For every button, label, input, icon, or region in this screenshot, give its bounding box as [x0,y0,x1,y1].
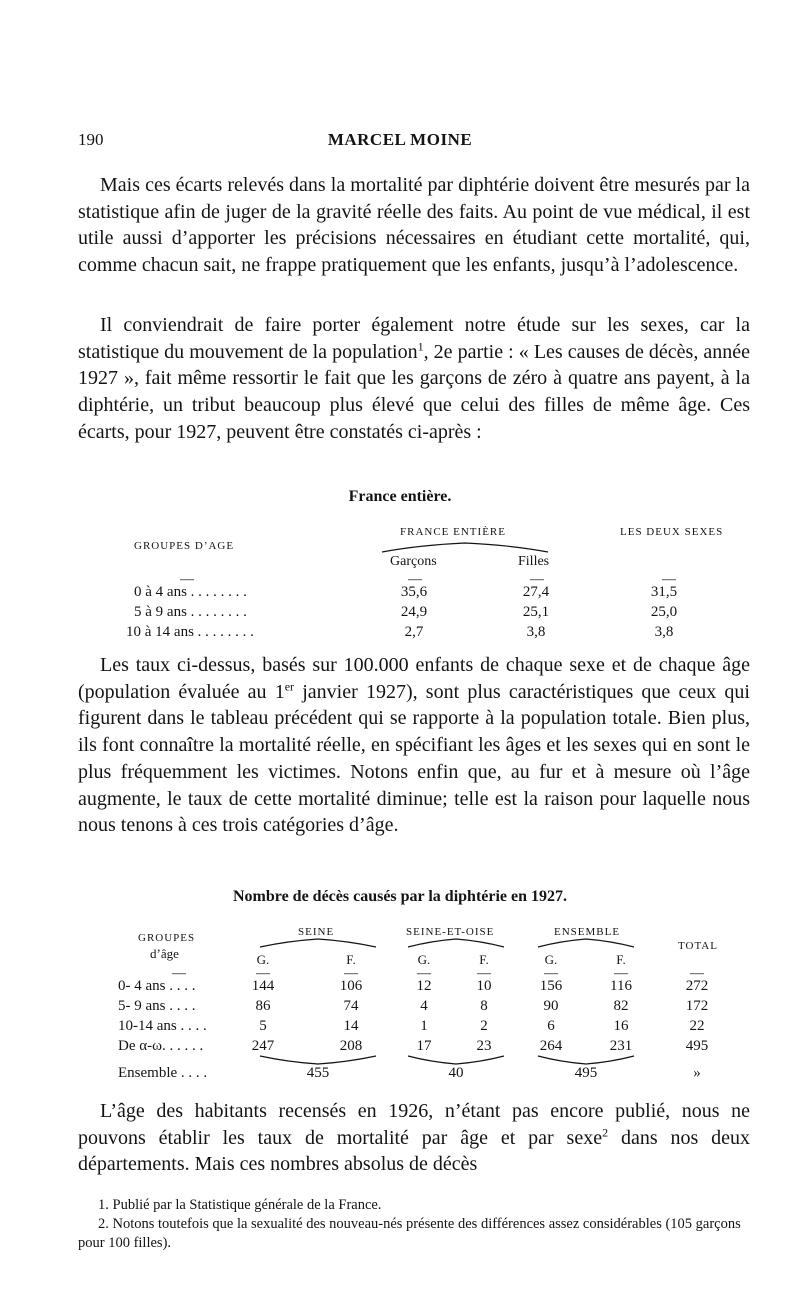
table-2-ensemble-header: ENSEMBLE [554,926,621,938]
table-2-brace-seine [258,938,378,950]
table-1-cell: 3,8 [526,624,546,640]
table-2-dash: — [344,966,358,981]
table-1-row-label: 5 à 9 ans . . . . . . . . [134,604,247,620]
table-2-row-label: De α-ω. . . . . . [118,1038,204,1054]
paragraph-2 [78,312,750,446]
table-2-cell: 106 [339,978,363,994]
table-2-groupes-header: GROUPES [138,932,196,944]
table-2-row-label: 5- 9 ans . . . . [118,998,196,1014]
table-2-g-header: G. [544,952,558,967]
table-1-dash: — [180,572,194,587]
paragraph-2-text-a: Il conviendrait de faire porter également notre étude sur les sexes, car la statistique du mouvement de la population [78,314,750,363]
table-2-row-label: 0- 4 ans . . . . [118,978,196,994]
paragraph-3 [78,652,750,839]
table-1-row-label: 10 à 14 ans . . . . . . . . [126,624,254,640]
table-2-g-header: G. [417,952,431,967]
table-1-cell: 2,7 [404,624,424,640]
paragraph-1 [78,172,750,279]
table-2-ensemble-ensemble: 495 [574,1065,598,1081]
table-1-groupes-header: GROUPES D’AGE [134,540,235,552]
table-2-cell: 4 [420,998,428,1014]
table-2-dash: — [690,966,704,981]
table-2-cell: 156 [539,978,563,994]
table-2-cell: 6 [547,1018,555,1034]
footnote-1-number: 1. [98,1197,109,1213]
table-1-cell: 25,1 [522,604,550,620]
table-2-cell: 144 [251,978,275,994]
footnote-ref-1[interactable]: 1 [417,339,424,354]
table-2-total-header: TOTAL [678,940,718,952]
paragraph-3-text-b: janvier 1927), sont plus caractéristiques que ceux qui figurent dans le tableau précédent qui se rapporte à la population totale. Bien plus, ils font connaître la mortalité réelle, en spécifiant les âges et les sexes qui en sont le plus fréquemment les victimes. Notons enfin que, au fur et à mesure où l’âge augmente, le taux de cette mortalité diminue; telle est la raison pour laquelle nous nous tenons à ces trois catégories d’âge. [78,680,750,837]
table-2-brace-seine-et-oise [406,938,506,950]
table-1-cell: 25,0 [650,604,678,620]
table-2-cell: 12 [416,978,432,994]
paragraph-4 [78,1098,750,1178]
table-1-dash: — [408,572,422,587]
table-2-title: Nombre de décès causés par la diphtérie en 1927. [232,888,568,905]
table-1-row-label: 0 à 4 ans . . . . . . . . [134,584,247,600]
table-2-cell: 264 [539,1038,563,1054]
table-2-cell: 116 [610,978,632,994]
table-2-cell: 14 [343,1018,359,1034]
table-2-cell: 172 [685,998,709,1014]
table-2-cell: 22 [689,1018,705,1034]
table-2-cell: 16 [613,1018,629,1034]
table-2-ensemble-total: » [693,1065,701,1081]
table-2-cell: 90 [543,998,559,1014]
table-2-cell: 2 [480,1018,488,1034]
table-1 [0,520,800,640]
table-1-cell: 31,5 [650,584,678,600]
table-2-dash: — [614,966,628,981]
footnote-1 [78,1196,750,1215]
table-2-dash: — [477,966,491,981]
table-2-cell: 8 [480,998,488,1014]
footnote-ref-2[interactable]: 2 [602,1125,609,1140]
table-2-ensemble-seine-et-oise: 40 [448,1065,464,1081]
table-2-cell: 10 [476,978,492,994]
footnote-2-text: Notons toutefois que la sexualité des nouveau-nés présente des différences assez considérables (105 garçons pour 100 filles). [78,1216,741,1251]
table-2 [0,920,800,1085]
table-2-seine-et-oise-header: SEINE-ET-OISE [406,926,495,938]
table-2-cell: 86 [255,998,271,1014]
table-1-filles-header: Filles [518,554,550,569]
table-2-dash: — [256,966,270,981]
table-1-cell: 3,8 [654,624,674,640]
table-2-dash: — [544,966,558,981]
table-2-dash: — [417,966,431,981]
footnote-2 [78,1215,750,1253]
table-2-f-header: F. [346,952,356,967]
table-2-seine-header: SEINE [298,926,335,938]
table-2-dash: — [172,966,186,981]
table-2-cell: 23 [476,1038,492,1054]
table-2-cell: 1 [420,1018,428,1034]
table-2-ensemble-seine: 455 [306,1065,330,1081]
table-2-cell: 17 [416,1038,432,1054]
table-2-cell: 74 [343,998,359,1014]
table-2-cell: 231 [609,1038,633,1054]
table-1-dash: — [662,572,676,587]
table-1-cell: 35,6 [400,584,428,600]
paragraph-1-text: Mais ces écarts relevés dans la mortalité par diphtérie doivent être mesurés par la statistique afin de juger de la gravité réelle des faits. Au point de vue médical, il est utile aussi d’apporter les précisions nécessaires en étudiant cette mortalité, qui, comme chacun sait, ne frappe pratiquement que les enfants, jusqu’à l’adolescence. [78,174,750,277]
table-2-ensemble-label: Ensemble . . . . [118,1065,208,1081]
table-1-dash: — [530,572,544,587]
paragraph-3-text-a: Les taux ci-dessus, basés sur 100.000 enfants de chaque sexe et de chaque âge (population évaluée au 1 [78,654,750,703]
running-head: MARCEL MOINE [327,130,473,149]
superscript-er: er [284,679,295,694]
table-1-cell: 27,4 [522,584,550,600]
table-2-row-label: 10-14 ans . . . . [118,1018,207,1034]
table-2-f-header: F. [616,952,626,967]
table-1-deux-sexes-header: LES DEUX SEXES [620,526,724,538]
table-2-cell: 208 [339,1038,363,1054]
table-2-cell: 247 [251,1038,275,1054]
table-2-brace-ensemble [536,938,636,950]
table-1-france-header: FRANCE ENTIÈRE [400,526,506,538]
page-number: 190 [78,130,104,149]
table-2-f-header: F. [479,952,489,967]
paragraph-4-text-b: dans nos deux départements. Mais ces nombres absolus de décès [78,1126,751,1176]
table-2-g-header: G. [256,952,270,967]
table-2-cell: 5 [259,1018,267,1034]
table-1-garcons-header: Garçons [390,554,437,569]
table-2-cell: 272 [685,978,709,994]
table-2-cell: 82 [613,998,629,1014]
paragraph-4-text-a: L’âge des habitants recensés en 1926, n’étant pas encore publié, nous ne pouvons établir les taux de mortalité par âge et par sexe [78,1100,750,1149]
table-1-cell: 24,9 [400,604,428,620]
footnote-2-number: 2. [98,1216,109,1232]
footnote-1-text: Publié par la Statistique générale de la France. [112,1197,382,1213]
table-2-dage-header: d’âge [150,946,179,961]
table-1-title: France entière. [348,488,452,505]
paragraph-2-text-b: , 2e partie : « Les causes de décès, année 1927 », fait même ressortir le fait que les garçons de zéro à quatre ans payent, à la diphtérie, un tribut beaucoup plus élevé que celui des filles de même âge. Ces écarts, pour 1927, peuvent être constatés ci-après : [78,340,750,443]
table-2-cell: 495 [685,1038,709,1054]
